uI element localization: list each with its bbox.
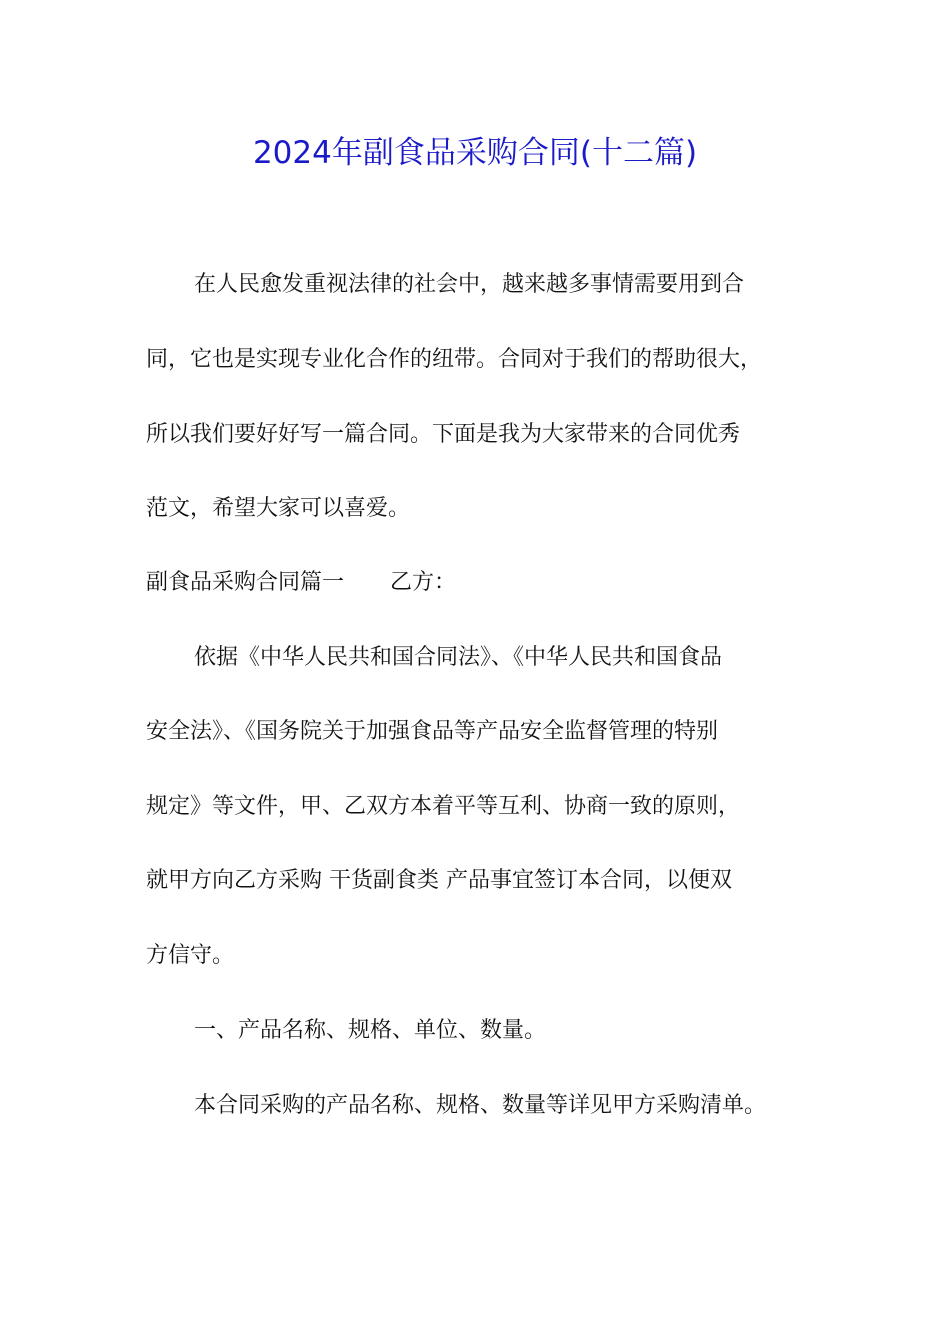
basis-line-1: 依据《中华人民共和国合同法》、《中华人民共和国食品: [194, 645, 723, 670]
intro-line-4: 范文，希望大家可以喜爱。: [146, 496, 411, 521]
basis-line-2: 安全法》、《国务院关于加强食品等产品安全监督管理的特别: [146, 719, 719, 744]
intro-line-1: 在人民愈发重视法律的社会中，越来越多事情需要用到合: [194, 272, 745, 297]
clause-one-body: 本合同采购的产品名称、规格、数量等详见甲方采购清单。: [194, 1093, 767, 1118]
basis-line-5: 方信守。: [146, 943, 235, 968]
clause-one-heading: 一、产品名称、规格、单位、数量。: [194, 1018, 547, 1043]
section-heading-label: 副食品采购合同篇一: [146, 570, 345, 595]
basis-line-4: 就甲方向乙方采购 干货副食类 产品事宜签订本合同，以便双: [146, 868, 732, 893]
intro-line-2: 同，它也是实现专业化合作的纽带。合同对于我们的帮助很大，: [146, 347, 763, 372]
document-title: 2024年副食品采购合同(十二篇): [252, 135, 698, 171]
section-heading: [146, 568, 456, 598]
intro-line-3: 所以我们要好好写一篇合同。下面是我为大家带来的合同优秀: [146, 422, 741, 447]
section-heading-party: 乙方：: [390, 570, 457, 595]
basis-line-3: 规定》等文件，甲、乙双方本着平等互利、协商一致的原则，: [146, 794, 741, 819]
